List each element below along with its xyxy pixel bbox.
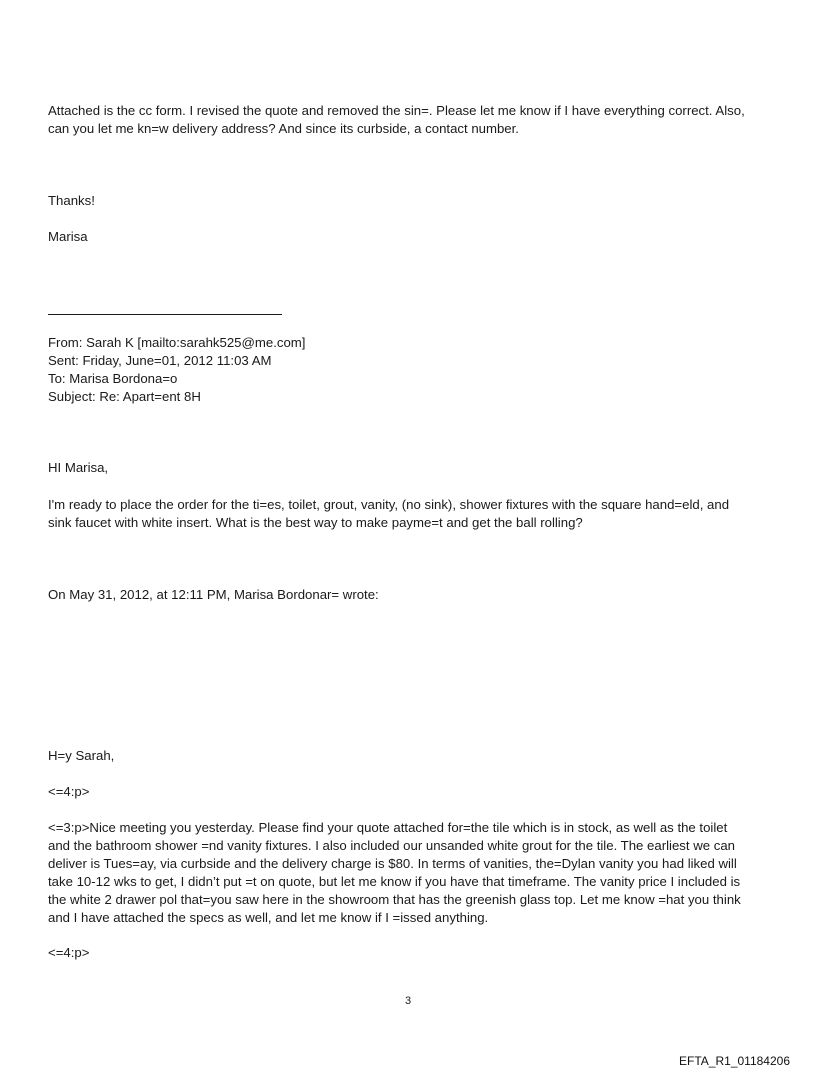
email-header-block [48,334,776,406]
quote-header: On May 31, 2012, at 12:11 PM, Marisa Bordonar= wrote: [48,587,379,602]
intro-line-1: Attached is the cc form. I revised the quote and removed the sin=. Please let me know if I have everything correct. Also, [48,103,745,118]
header-subject: Subject: Re: Apart=ent 8H [48,389,201,404]
order-line-2: sink faucet with white insert. What is the best way to make payme=t and get the ball rolling? [48,515,583,530]
page-number: 3 [404,995,412,1007]
body-line-4: take 10-12 wks to get, I didn’t put =t on quote, but let me know if you have that timeframe. The vanity price I included is [48,874,741,889]
html-tag-text-1: <=4:p> [48,784,90,799]
header-to: To: Marisa Bordona=o [48,371,178,386]
order-line-1: I'm ready to place the order for the ti=es, toilet, grout, vanity, (no sink), shower fixtures with the square hand=eld, and [48,497,730,512]
intro-line-2: can you let me kn=w delivery address? And since its curbside, a contact number. [48,121,519,136]
body-line-1: <=3:p>Nice meeting you yesterday. Please find your quote attached for=the tile which is in stock, as well as the toilet [48,820,728,835]
signature-text: Marisa [48,229,88,244]
html-tag-text-2: <=4:p> [48,945,90,960]
header-sent: Sent: Friday, June=01, 2012 11:03 AM [48,353,272,368]
body-line-6: and I have attached the specs as well, and let me know if I =issed anything. [48,910,489,925]
body-line-5: the white 2 drawer pol that=you saw here in the showroom that has the greenish glass top. Let me know =hat you think [48,892,741,907]
header-from: From: Sarah K [mailto:sarahk525@me.com] [48,335,306,350]
bates-number: EFTA_R1_01184206 [679,1054,790,1068]
greeting-sarah: H=y Sarah, [48,748,115,763]
body-line-2: and the bathroom shower =nd vanity fixtures. I also included our unsanded white grout for the tile. The earliest we can [48,838,736,853]
greeting-marisa: HI Marisa, [48,460,109,475]
body-line-3: deliver is Tues=ay, via curbside and the delivery charge is $80. In terms of vanities, the=Dylan vanity you had liked will [48,856,737,871]
thanks-text: Thanks! [48,193,95,208]
quote-body-paragraph [48,819,776,927]
intro-paragraph [48,102,776,138]
order-paragraph [48,496,776,532]
separator-line [48,314,282,315]
